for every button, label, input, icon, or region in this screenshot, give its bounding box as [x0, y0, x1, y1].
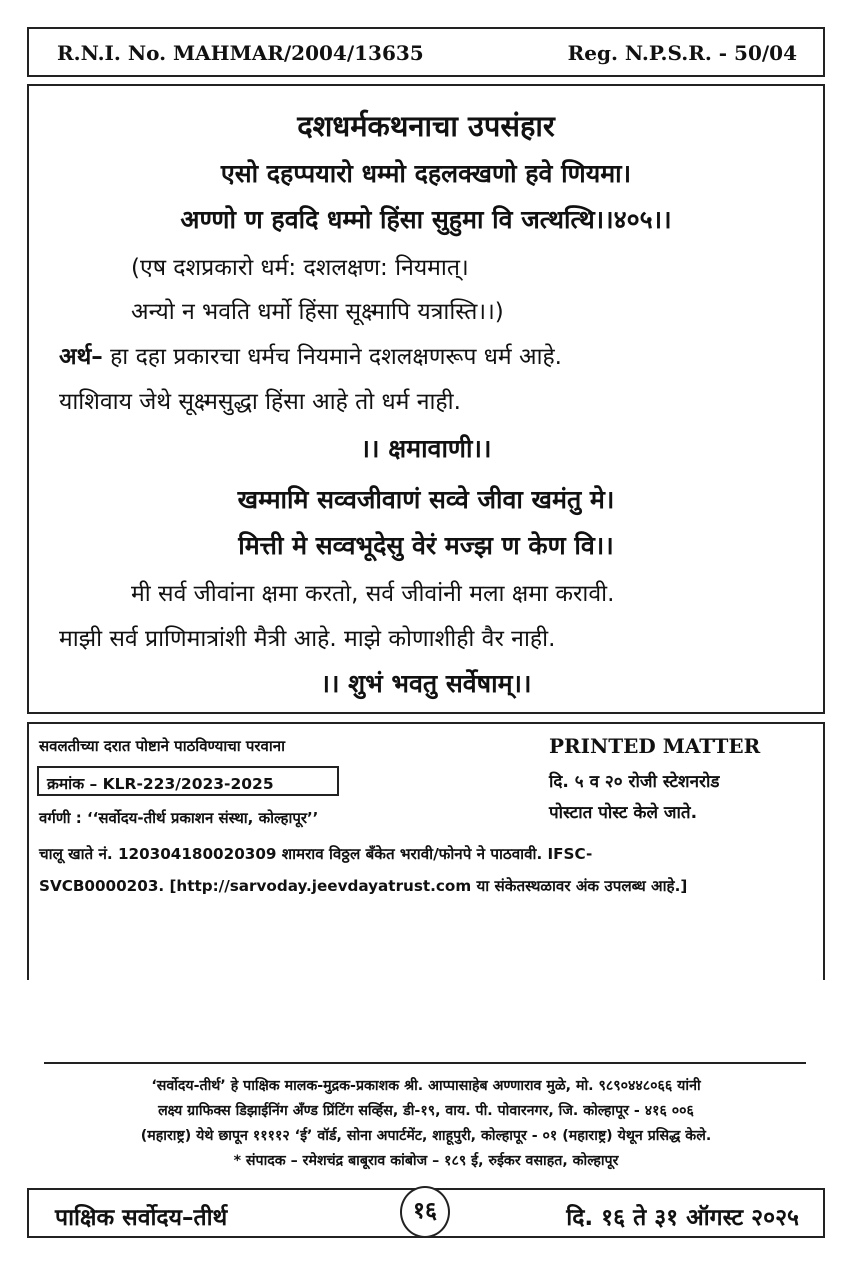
kshama-meaning-1: मी सर्व जीवांना क्षमा करतो, सर्व जीवांनी मला क्षमा करावी. [131, 581, 615, 607]
kshama-line-2: मित्ती मे सव्वभूदेसु वेरं मज्झ ण केण वि।। [238, 531, 614, 560]
imprint-line-1: ‘सर्वोदय-तीर्थ’ हे पाक्षिक मालक-मुद्रक-प्रकाशक श्री. आप्पासाहेब अण्णाराव मुळे, मो. ९८९०४४८०६६ यांनी [151, 1078, 701, 1094]
sanskrit-line-2: अन्यो न भवति धर्मो हिंसा सूक्ष्मापि यत्रास्ति।।) [131, 299, 504, 325]
kshama-line-1: खम्मामि सव्वजीवाणं सव्वे जीवा खमंतु मे। [237, 485, 615, 514]
issue-date: दि. १६ ते ३१ ऑगस्ट २०२५ [566, 1205, 799, 1231]
kshamavani-title: ।। क्षमावाणी।। [360, 434, 492, 463]
post-schedule-1: दि. ५ व २० रोजी स्टेशनरोड [549, 772, 720, 792]
prakrit-line-1: एसो दहप्पयारो धम्मो दहलक्खणो हवे णियमा। [220, 159, 632, 188]
kshama-meaning-2: माझी सर्व प्राणिमात्रांशी मैत्री आहे. माझे कोणाशीही वैर नाही. [59, 626, 556, 652]
rni-number: R.N.I. No. MAHMAR/2004/13635 [57, 41, 424, 65]
verse-box [27, 84, 825, 714]
post-schedule-2: पोस्टात पोस्ट केले जाते. [549, 803, 698, 823]
meaning-line-2: याशिवाय जेथे सूक्ष्मसुद्धा हिंसा आहे तो धर्म नाही. [59, 389, 461, 415]
permit-number-box [37, 766, 339, 796]
page-number: १६ [400, 1186, 450, 1238]
imprint-line-3: (महाराष्ट्र) येथे छापून ११११२ ‘ई’ वॉर्ड, सोना अपार्टमेंट, शाहूपुरी, कोल्हापूर - ०१ (महाराष्ट्र) येथून प्रसिद्ध केले. [140, 1128, 712, 1144]
verse-title: दशधर्मकथनाचा उपसंहार [297, 109, 555, 143]
imprint-line-4: * संपादक – रमेशचंद्र बाबूराव कांबोज – १८९ ई, रुईकर वसाहत, कोल्हापूर [233, 1153, 619, 1169]
imprint-line-2: लक्ष्य ग्राफिक्स डिझाईनिंग अँण्ड प्रिंटिंग सर्व्हिस, डी-१९, वाय. पी. पोवारनगर, जि. कोल्हापूर - ४१६ ००६ [158, 1103, 694, 1119]
printed-matter: PRINTED MATTER [549, 734, 761, 758]
postal-info-box [27, 722, 825, 980]
meaning-label: अर्थ– [59, 344, 103, 370]
header-bar [27, 27, 825, 77]
subscription-info: वर्गणी : ‘‘सर्वोदय-तीर्थ प्रकाशन संस्था, कोल्हापूर’’ [39, 809, 319, 827]
sanskrit-line-1: (एष दशप्रकारो धर्म: दशलक्षण: नियमात्। [131, 255, 469, 281]
meaning-text-1: हा दहा प्रकारचा धर्मच नियमाने दशलक्षणरूप धर्म आहे. [110, 344, 562, 370]
closing-blessing: ।। शुभं भवतु सर्वेषाम्।। [320, 669, 532, 698]
account-info-1: चालू खाते नं. 120304180020309 शामराव विठ्ठल बँकेत भरावी/फोनपे ने पाठवावी. IFSC- [39, 845, 593, 863]
publication-title: पाक्षिक सर्वोदय–तीर्थ [55, 1205, 228, 1231]
footer-bar [27, 1188, 825, 1238]
registration-number: Reg. N.P.S.R. - 50/04 [567, 41, 797, 65]
account-info-2: SVCB0000203. [http://sarvoday.jeevdayatrust.com या संकेतस्थळावर अंक उपलब्ध आहे.] [39, 877, 688, 895]
postal-permit: सवलतीच्या दरात पोष्टाने पाठविण्याचा परवाना [39, 737, 285, 755]
meaning-line-1 [59, 339, 562, 371]
imprint-block [27, 1074, 825, 1174]
permit-number: क्रमांक – KLR-223/2023-2025 [47, 775, 274, 793]
imprint-divider [44, 1062, 806, 1064]
prakrit-line-2: अण्णो ण हवदि धम्मो हिंसा सुहुमा वि जत्थत्थि।।४०५।। [180, 205, 672, 234]
